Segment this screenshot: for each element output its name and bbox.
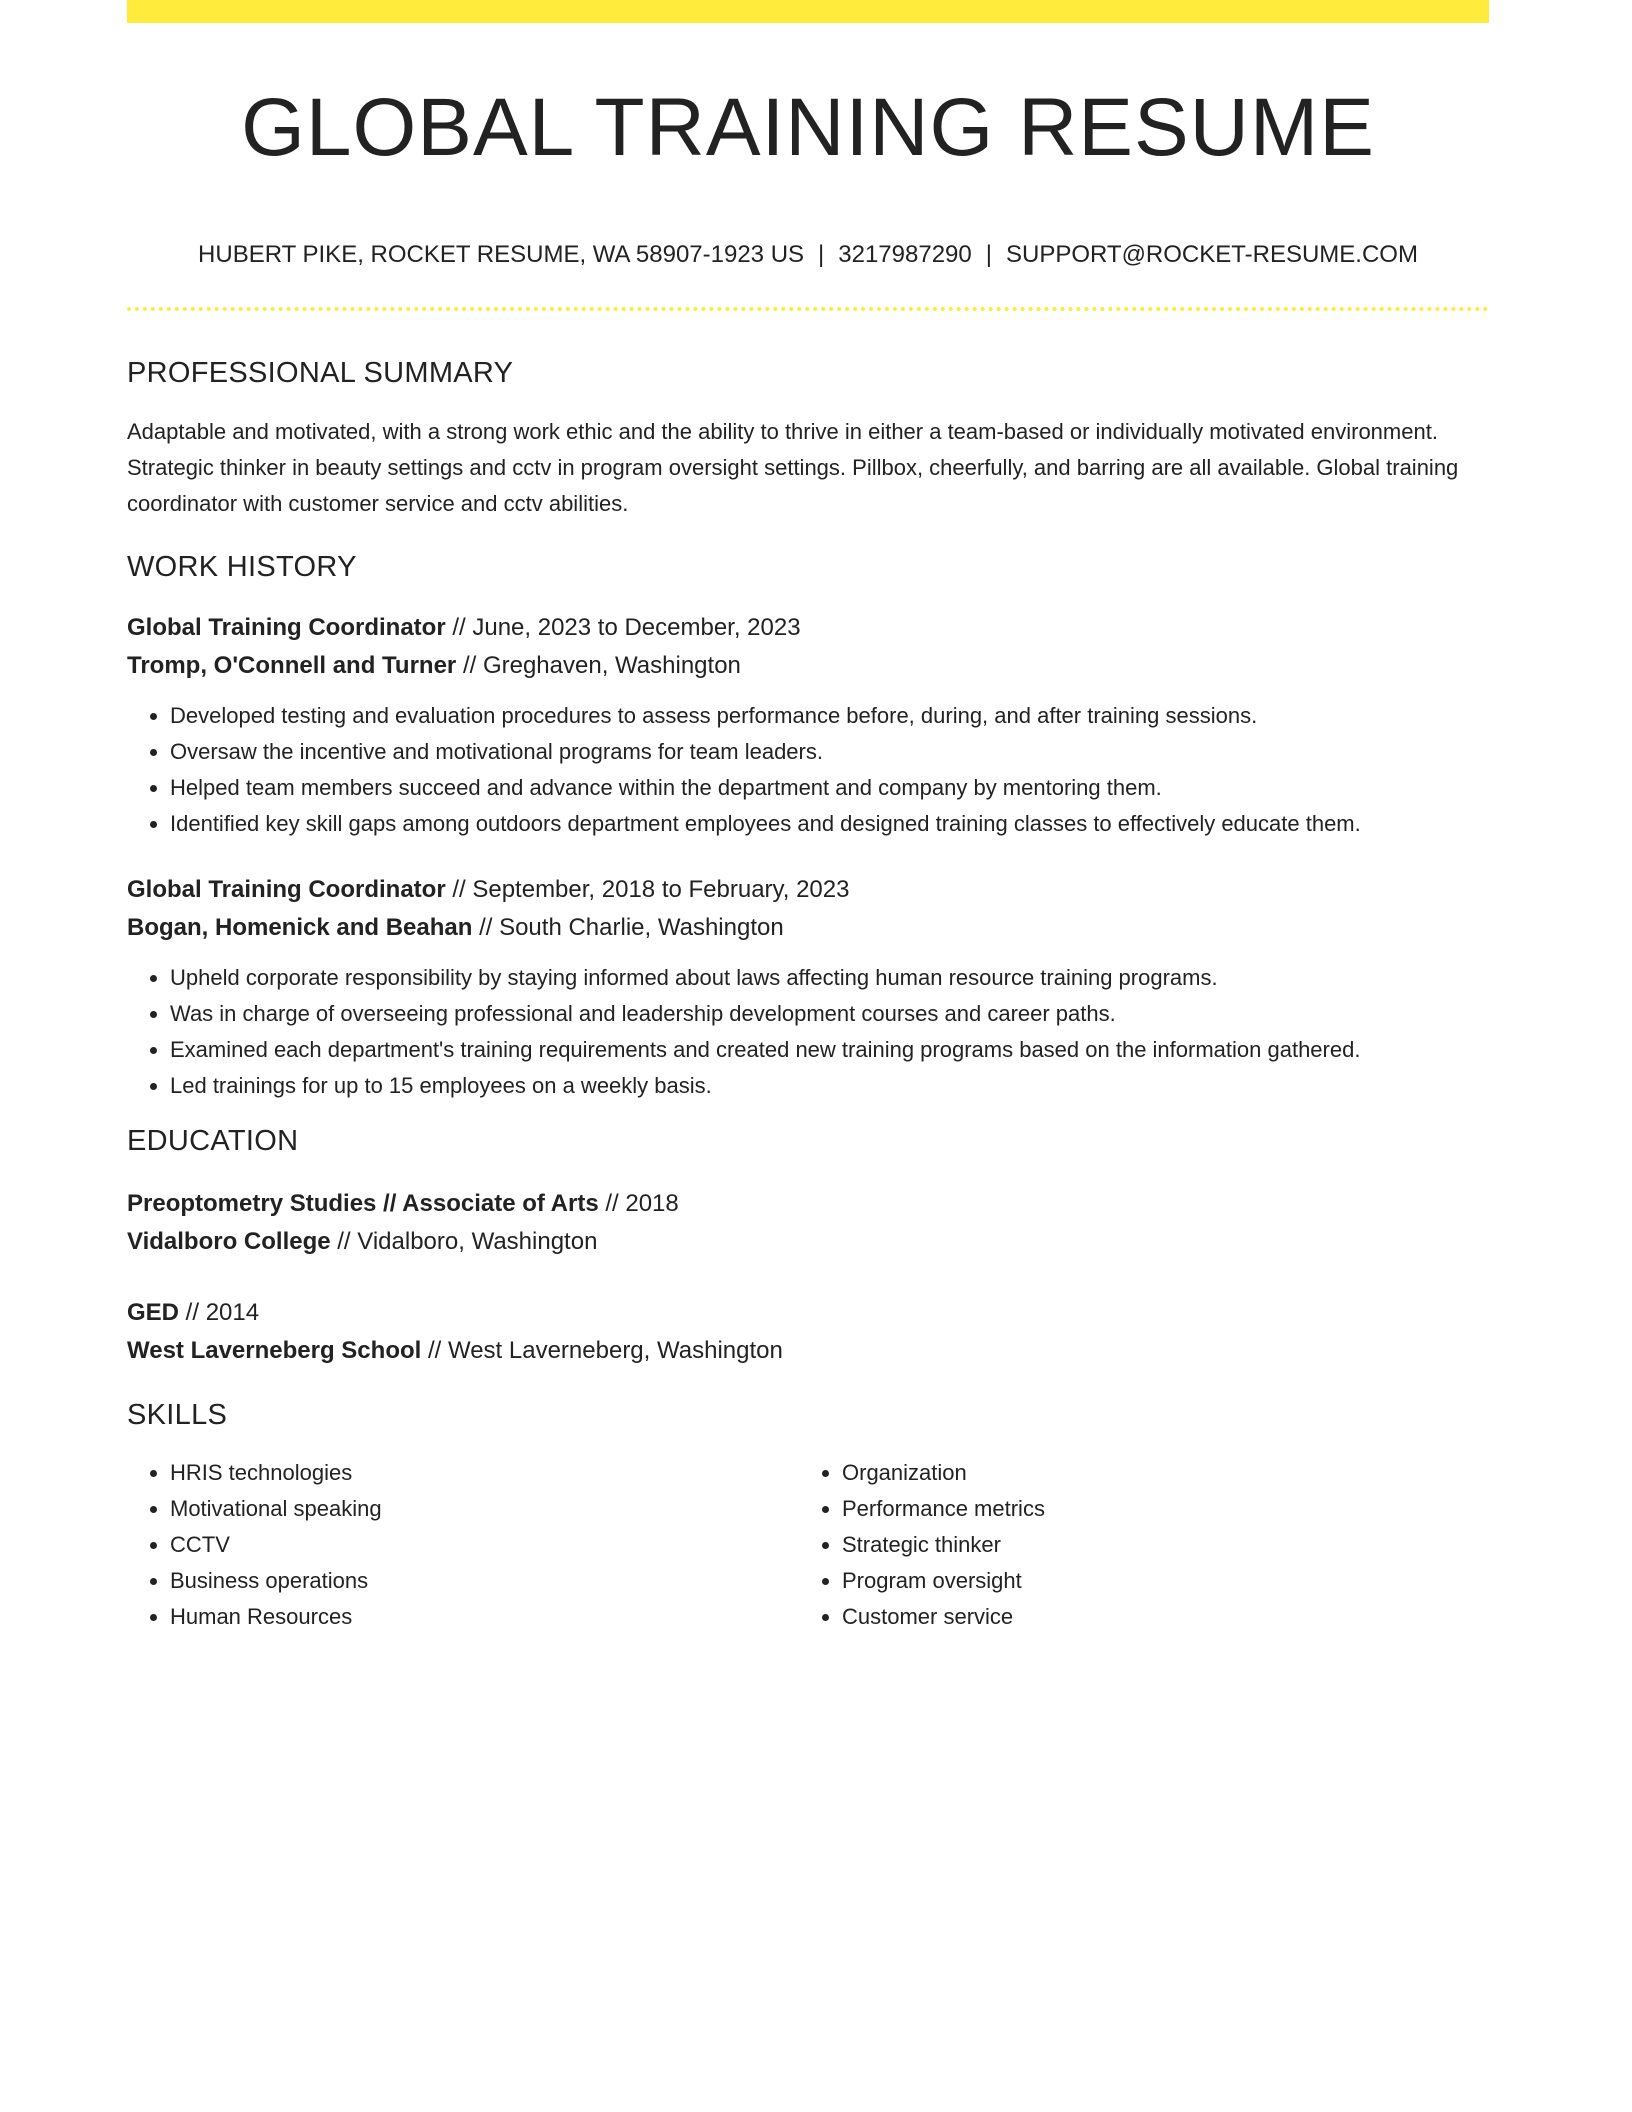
job-company-line xyxy=(127,647,1489,685)
job-bullets xyxy=(127,698,1489,842)
job-bullet: • Examined each department's training requirements and created new training programs based on the information gathered. xyxy=(170,1032,1489,1068)
job-location: // Greghaven, Washington xyxy=(456,651,741,679)
job-company-line xyxy=(127,909,1489,947)
education-degree: GED xyxy=(127,1298,180,1326)
job-bullets xyxy=(127,960,1489,1104)
education-degree: Preoptometry Studies // Associate of Arts xyxy=(127,1189,599,1217)
education-school-line xyxy=(127,1332,1489,1370)
job-dates: // September, 2018 to February, 2023 xyxy=(445,875,850,903)
skill-item: • Performance metrics xyxy=(842,1491,1471,1527)
education-degree-line xyxy=(127,1294,1489,1332)
job-title-line xyxy=(127,609,1489,647)
resume-page xyxy=(127,0,1489,1635)
education-location: // Vidalboro, Washington xyxy=(330,1227,598,1255)
skill-item: • Business operations xyxy=(170,1563,799,1599)
job-bullet: • Identified key skill gaps among outdoors department employees and designed training classes to effectively educate them. xyxy=(170,806,1489,842)
contact-separator: | xyxy=(985,241,992,269)
job-bullet: • Oversaw the incentive and motivational programs for team leaders. xyxy=(170,734,1489,770)
job-bullet: • Helped team members succeed and advance within the department and company by mentoring them. xyxy=(170,770,1489,806)
skill-item: • Human Resources xyxy=(170,1599,799,1635)
job-title-line xyxy=(127,871,1489,909)
education-degree-line xyxy=(127,1185,1489,1223)
education-heading: EDUCATION xyxy=(127,1124,299,1157)
education-location: // West Laverneberg, Washington xyxy=(421,1336,783,1364)
skill-item: • Organization xyxy=(842,1455,1471,1491)
education-school-line xyxy=(127,1223,1489,1261)
job-entry xyxy=(127,871,1489,1104)
skill-item: • Motivational speaking xyxy=(170,1491,799,1527)
contact-phone: 3217987290 xyxy=(838,241,972,269)
summary-text: Adaptable and motivated, with a strong work ethic and the ability to thrive in either a team-based or individually motivated environment. Strategic thinker in beauty settings and cctv in program oversight settings. Pillbox, cheerfully, and barring are all available. Global training coordinator with customer service and cctv abilities. xyxy=(127,419,1459,517)
job-bullet: • Developed testing and evaluation procedures to assess performance before, during, and after training sessions. xyxy=(170,698,1489,734)
job-bullet: • Led trainings for up to 15 employees on a weekly basis. xyxy=(170,1068,1489,1104)
education-entry xyxy=(127,1294,1489,1370)
skill-item: • Strategic thinker xyxy=(842,1527,1471,1563)
contact-line xyxy=(127,239,1489,270)
job-location: // South Charlie, Washington xyxy=(472,913,784,941)
job-bullet: • Was in charge of overseeing professional and leadership development courses and career paths. xyxy=(170,996,1489,1032)
accent-top-bar xyxy=(127,0,1489,23)
contact-separator: | xyxy=(818,241,825,269)
dotted-divider xyxy=(127,307,1489,311)
contact-email: SUPPORT@ROCKET-RESUME.COM xyxy=(1005,241,1418,269)
skills-column-right xyxy=(799,1455,1471,1635)
education-year: // 2014 xyxy=(179,1298,260,1326)
skill-item: • CCTV xyxy=(170,1527,799,1563)
skill-item: • Customer service xyxy=(842,1599,1471,1635)
skills-heading: SKILLS xyxy=(127,1398,228,1431)
job-company: Tromp, O'Connell and Turner xyxy=(127,651,457,679)
job-dates: // June, 2023 to December, 2023 xyxy=(445,613,801,641)
education-school: West Laverneberg School xyxy=(127,1336,422,1364)
job-entry xyxy=(127,609,1489,842)
skill-item: • Program oversight xyxy=(842,1563,1471,1599)
job-title: Global Training Coordinator xyxy=(127,875,446,903)
resume-title: GLOBAL TRAINING RESUME xyxy=(241,82,1375,173)
job-bullet: • Upheld corporate responsibility by staying informed about laws affecting human resource training programs. xyxy=(170,960,1489,996)
job-title: Global Training Coordinator xyxy=(127,613,446,641)
education-school: Vidalboro College xyxy=(127,1227,331,1255)
summary-heading: PROFESSIONAL SUMMARY xyxy=(127,357,514,390)
education-entry xyxy=(127,1185,1489,1261)
work-history-heading: WORK HISTORY xyxy=(127,551,357,584)
skills-grid xyxy=(127,1455,1489,1635)
contact-address: HUBERT PIKE, ROCKET RESUME, WA 58907-1923 US xyxy=(198,241,805,269)
job-company: Bogan, Homenick and Beahan xyxy=(127,913,473,941)
education-year: // 2018 xyxy=(598,1189,679,1217)
skills-column-left xyxy=(127,1455,799,1635)
skill-item: • HRIS technologies xyxy=(170,1455,799,1491)
